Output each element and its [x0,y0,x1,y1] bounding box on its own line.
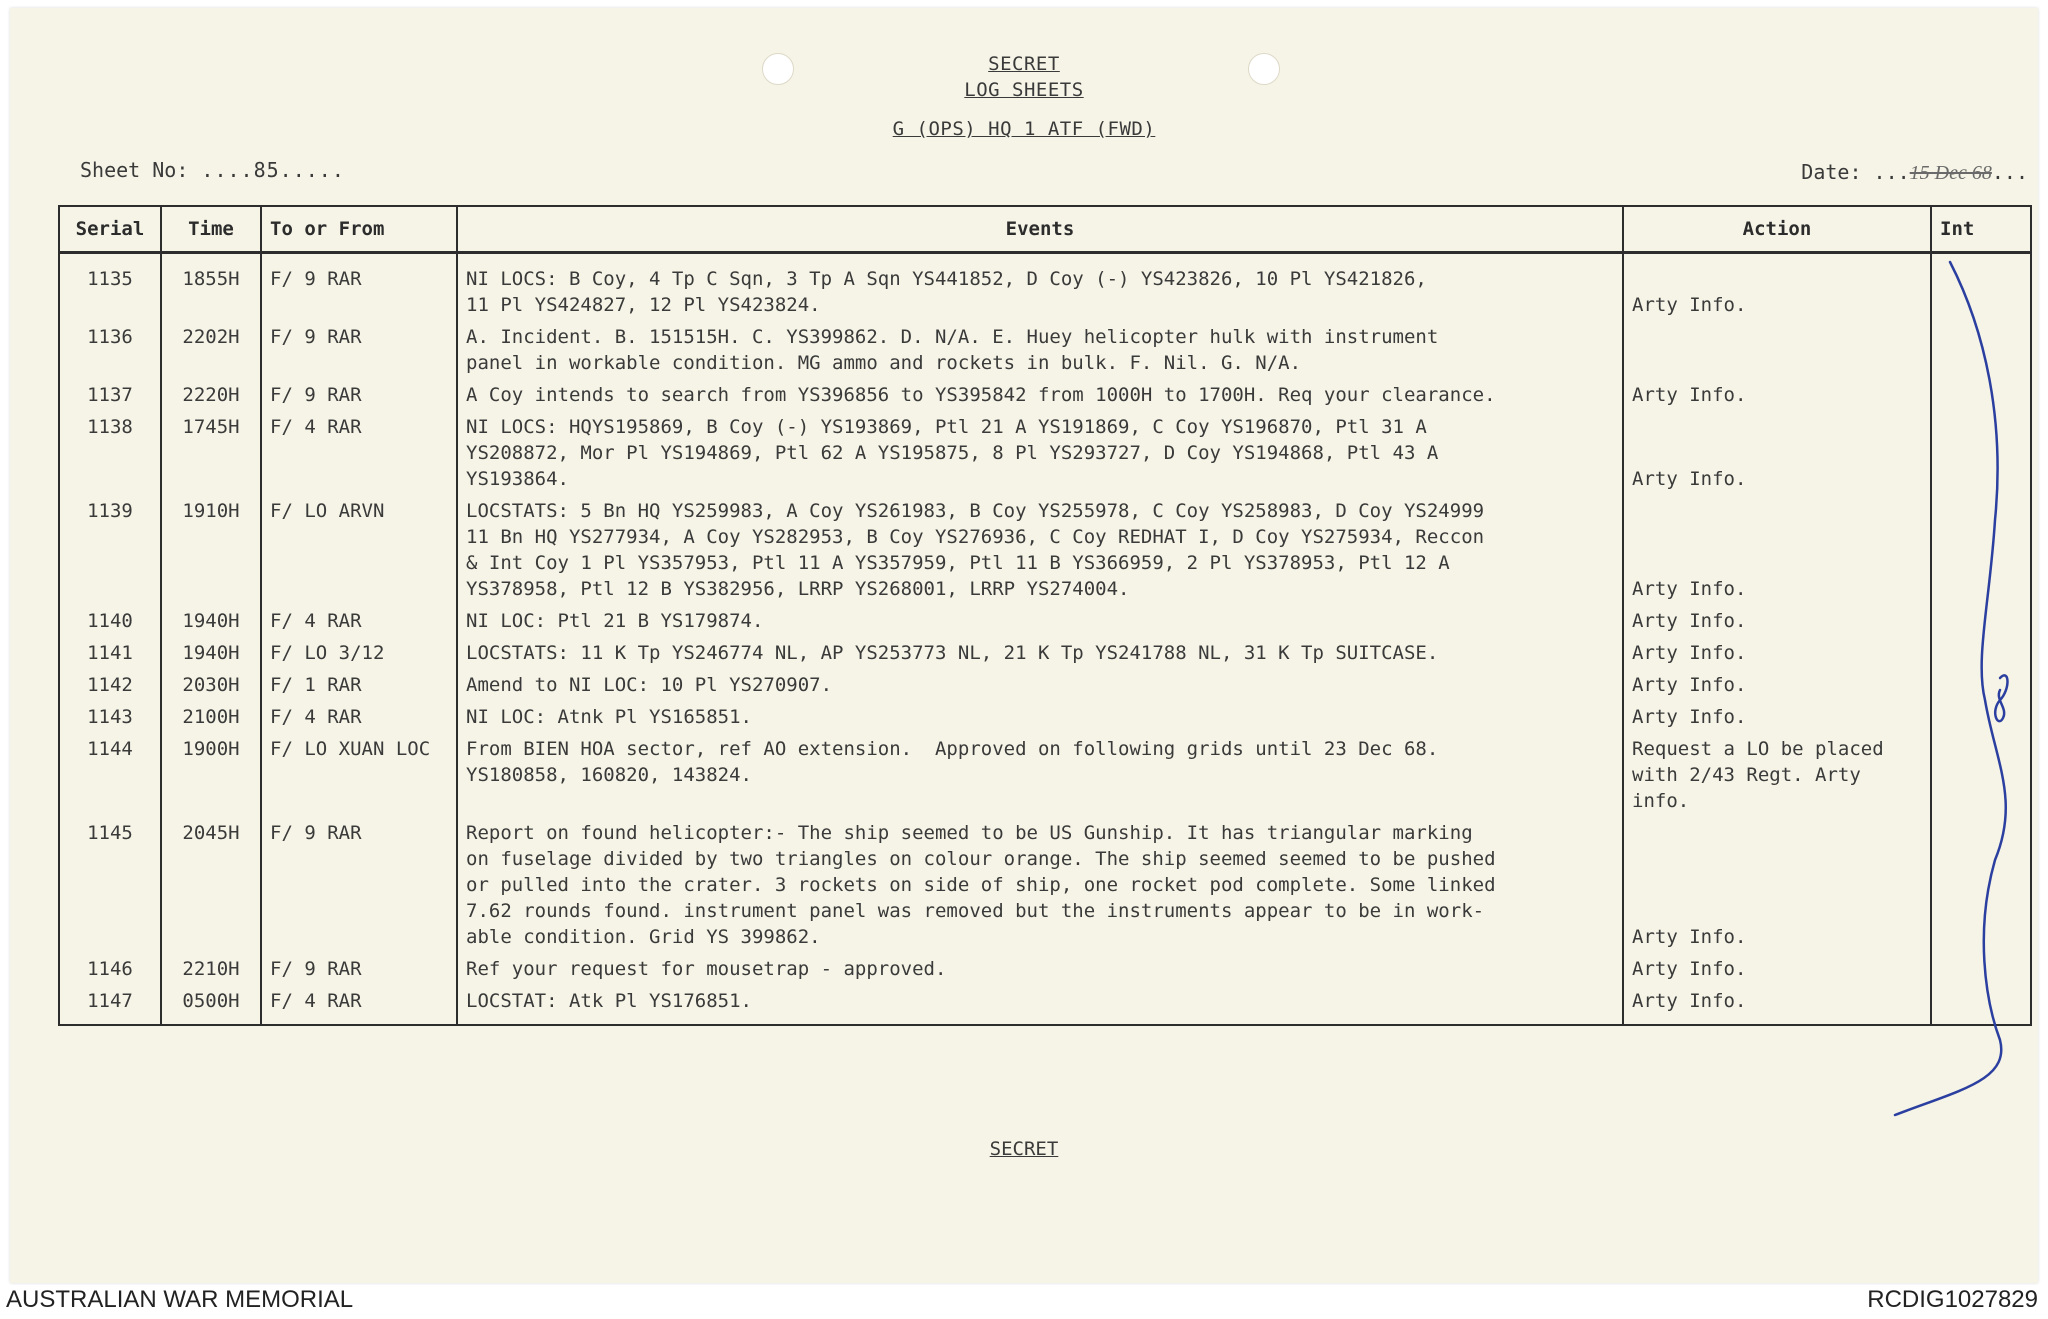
to-from-cell: F/ 9 RAR [261,379,457,411]
time-cell: 2220H [161,379,261,411]
action-cell [1623,321,1931,379]
time-cell: 1745H [161,411,261,495]
action-cell: Arty Info. [1623,495,1931,605]
sheet-title: LOG SHEETS [964,79,1084,101]
log-row [59,817,2031,953]
action-cell: Arty Info. [1623,953,1931,985]
action-cell: Arty Info. [1623,411,1931,495]
sheet-date: Date: ...15 Dec 68... [1801,160,2028,184]
events-cell: NI LOCS: HQYS195869, B Coy (-) YS193869, Ptl 21 A YS191869, C Coy YS196870, Ptl 31 A YS208872, Mor Pl YS194869, Ptl 62 A YS195875, 8 Pl YS293727, D Coy YS194868, Ptl 43 A YS193864. [457,411,1623,495]
log-table [58,205,2032,1026]
sheet-number-label: Sheet No: [80,158,189,182]
classification-top: SECRET [988,53,1060,75]
log-row [59,605,2031,637]
events-cell: NI LOCS: B Coy, 4 Tp C Sqn, 3 Tp A Sqn YS441852, D Coy (-) YS423826, 10 Pl YS421826, 11 Pl YS424827, 12 Pl YS423824. [457,253,1623,322]
events-cell: LOCSTATS: 5 Bn HQ YS259983, A Coy YS261983, B Coy YS255978, C Coy YS258983, D Coy YS24999 11 Bn HQ YS277934, A Coy YS282953, B Coy YS276936, C Coy REDHAT I, D Coy YS275934, Reccon & Int Coy 1 Pl YS357953, Ptl 11 A YS357959, Ptl 11 B YS366959, 2 Pl YS378953, Ptl 12 A YS378958, Ptl 12 B YS382956, LRRP YS268001, LRRP YS274004. [457,495,1623,605]
action-cell: Arty Info. [1623,669,1931,701]
date-value: 15 Dec 68 [1909,162,1992,184]
int-cell [1931,495,2031,605]
action-cell: Arty Info. [1623,701,1931,733]
sheet-number [80,158,345,182]
time-cell: 1940H [161,605,261,637]
col-time: Time [161,206,261,253]
events-cell: A Coy intends to search from YS396856 to YS395842 from 1000H to 1700H. Req your clearance. [457,379,1623,411]
int-cell [1931,701,2031,733]
action-cell: Request a LO be placed with 2/43 Regt. Arty info. [1623,733,1931,817]
time-cell: 2030H [161,669,261,701]
log-row [59,701,2031,733]
time-cell: 1855H [161,253,261,322]
serial-cell: 1145 [59,817,161,953]
col-to-from: To or From [261,206,457,253]
col-events: Events [457,206,1623,253]
to-from-cell: F/ LO 3/12 [261,637,457,669]
serial-cell: 1138 [59,411,161,495]
log-row [59,953,2031,985]
action-cell: Arty Info. [1623,637,1931,669]
serial-cell: 1143 [59,701,161,733]
to-from-cell: F/ 1 RAR [261,669,457,701]
header-row [59,206,2031,253]
action-cell: Arty Info. [1623,253,1931,322]
log-row [59,411,2031,495]
to-from-cell: F/ 4 RAR [261,701,457,733]
time-cell: 1910H [161,495,261,605]
events-cell: Report on found helicopter:- The ship seemed to be US Gunship. It has triangular marking on fuselage divided by two triangles on colour orange. The ship seemed seemed to be pushed or pulled into the crater. 3 rockets on side of ship, one rocket pod complete. Some linked 7.62 rounds found. instrument panel was removed but the instruments appear to be in work- able condition. Grid YS 399862. [457,817,1623,953]
int-cell [1931,953,2031,985]
int-cell [1931,817,2031,953]
serial-cell: 1147 [59,985,161,1025]
time-cell: 2100H [161,701,261,733]
int-cell [1931,733,2031,817]
log-row [59,985,2031,1025]
serial-cell: 1141 [59,637,161,669]
log-row [59,637,2031,669]
log-row [59,669,2031,701]
events-cell: A. Incident. B. 151515H. C. YS399862. D. N/A. E. Huey helicopter hulk with instrument panel in workable condition. MG ammo and rockets in bulk. F. Nil. G. N/A. [457,321,1623,379]
serial-cell: 1146 [59,953,161,985]
events-cell: LOCSTATS: 11 K Tp YS246774 NL, AP YS253773 NL, 21 K Tp YS241788 NL, 31 K Tp SUITCASE. [457,637,1623,669]
int-cell [1931,411,2031,495]
int-cell [1931,379,2031,411]
int-cell [1931,637,2031,669]
serial-cell: 1142 [59,669,161,701]
col-int: Int [1931,206,2031,253]
serial-cell: 1136 [59,321,161,379]
log-row [59,253,2031,322]
serial-cell: 1140 [59,605,161,637]
log-row [59,379,2031,411]
to-from-cell: F/ 4 RAR [261,985,457,1025]
events-cell: From BIEN HOA sector, ref AO extension. Approved on following grids until 23 Dec 68. YS180858, 160820, 143824. [457,733,1623,817]
action-cell: Arty Info. [1623,985,1931,1025]
to-from-cell: F/ 9 RAR [261,321,457,379]
int-cell [1931,669,2031,701]
serial-cell: 1144 [59,733,161,817]
time-cell: 2210H [161,953,261,985]
log-row [59,495,2031,605]
events-cell: LOCSTAT: Atk Pl YS176851. [457,985,1623,1025]
int-cell [1931,605,2031,637]
to-from-cell: F/ 4 RAR [261,605,457,637]
classification-bottom: SECRET [989,1138,1059,1160]
log-row [59,321,2031,379]
serial-cell: 1135 [59,253,161,322]
to-from-cell: F/ 9 RAR [261,817,457,953]
time-cell: 1900H [161,733,261,817]
int-cell [1931,321,2031,379]
events-cell: NI LOC: Ptl 21 B YS179874. [457,605,1623,637]
int-cell [1931,985,2031,1025]
to-from-cell: F/ 9 RAR [261,253,457,322]
time-cell: 2202H [161,321,261,379]
time-cell: 1940H [161,637,261,669]
action-cell: Arty Info. [1623,605,1931,637]
sheet-number-value: ....85..... [188,158,345,182]
date-label: Date: [1801,160,1862,184]
to-from-cell: F/ 9 RAR [261,953,457,985]
to-from-cell: F/ LO ARVN [261,495,457,605]
col-serial: Serial [59,206,161,253]
action-cell: Arty Info. [1623,817,1931,953]
to-from-cell: F/ LO XUAN LOC [261,733,457,817]
col-action: Action [1623,206,1931,253]
log-row [59,733,2031,817]
events-cell: NI LOC: Atnk Pl YS165851. [457,701,1623,733]
to-from-cell: F/ 4 RAR [261,411,457,495]
serial-cell: 1139 [59,495,161,605]
time-cell: 0500H [161,985,261,1025]
institution-caption: AUSTRALIAN WAR MEMORIAL [6,1286,354,1313]
action-cell: Arty Info. [1623,379,1931,411]
reference-caption: RCDIG1027829 [1867,1286,2038,1313]
time-cell: 2045H [161,817,261,953]
events-cell: Amend to NI LOC: 10 Pl YS270907. [457,669,1623,701]
int-cell [1931,253,2031,322]
serial-cell: 1137 [59,379,161,411]
unit-heading: G (OPS) HQ 1 ATF (FWD) [892,118,1156,140]
events-cell: Ref your request for mousetrap - approved. [457,953,1623,985]
